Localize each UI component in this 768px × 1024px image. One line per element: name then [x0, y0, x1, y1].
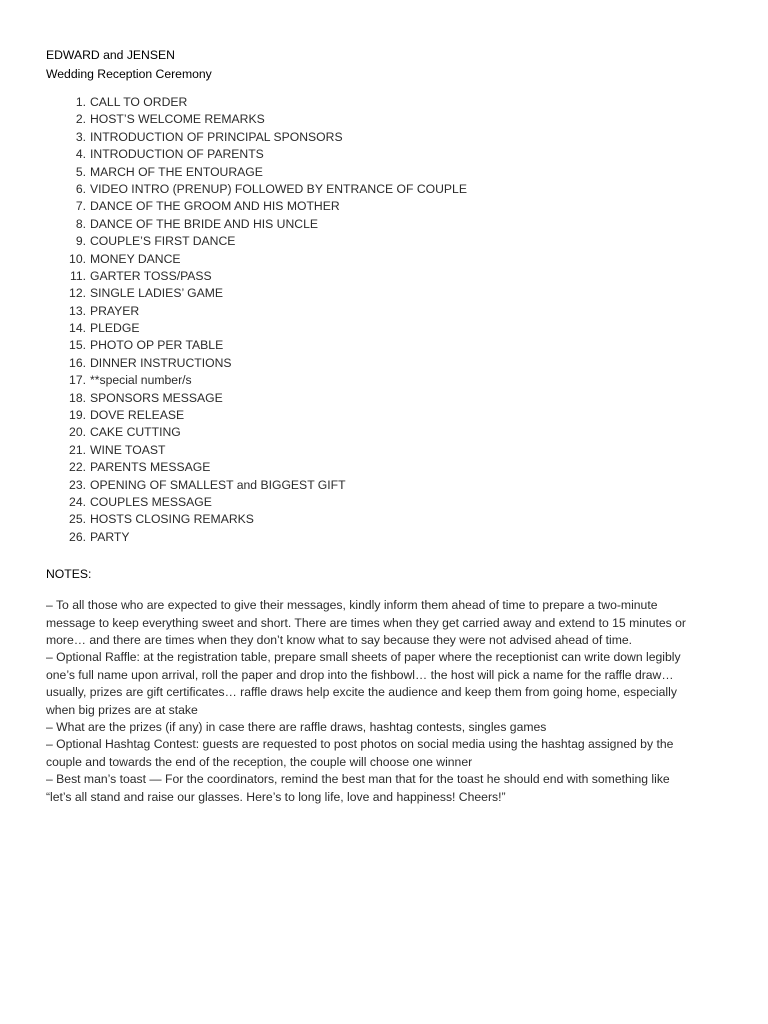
agenda-item-text: SPONSORS MESSAGE: [90, 390, 223, 405]
agenda-item: [46, 424, 726, 441]
agenda-item: [46, 285, 726, 302]
note-line: – Optional Hashtag Contest: guests are requested to post photos on social media using the hashtag assigned by the: [46, 737, 674, 752]
agenda-item-text: PHOTO OP PER TABLE: [90, 338, 224, 353]
agenda-item-number: 7.: [75, 199, 86, 214]
agenda-item-text: OPENING OF SMALLEST and BIGGEST GIFT: [90, 477, 346, 492]
agenda-item-text: MARCH OF THE ENTOURAGE: [90, 164, 263, 179]
agenda-item: [46, 459, 726, 476]
agenda-item: [46, 320, 726, 337]
document-subtitle: Wedding Reception Ceremony: [46, 67, 212, 81]
agenda-item-text: COUPLES MESSAGE: [90, 494, 212, 509]
agenda-item: [46, 129, 726, 146]
agenda-item-number: 12.: [69, 286, 86, 301]
agenda-item-number: 4.: [75, 147, 86, 162]
agenda-item-number: 25.: [69, 512, 86, 527]
agenda-item: [46, 529, 726, 546]
agenda-item-number: 2.: [75, 112, 86, 127]
agenda-item-number: 15.: [69, 338, 86, 353]
agenda-item-number: 24.: [69, 494, 86, 509]
agenda-item: [46, 233, 726, 250]
agenda-item: [46, 146, 726, 163]
agenda-item-text: MONEY DANCE: [90, 251, 181, 266]
agenda-item-number: 23.: [69, 477, 86, 492]
agenda-item-number: 21.: [69, 442, 86, 457]
note-line: when big prizes are at stake: [46, 702, 198, 717]
agenda-item-text: DOVE RELEASE: [90, 408, 185, 423]
agenda-item: [46, 268, 726, 285]
agenda-item-text: PARENTS MESSAGE: [90, 460, 211, 475]
agenda-item-number: 6.: [75, 181, 86, 196]
agenda-item-number: 9.: [75, 234, 86, 249]
agenda-item-number: 10.: [69, 251, 86, 266]
document-title: EDWARD and JENSEN: [46, 48, 175, 62]
agenda-item: [46, 303, 726, 320]
agenda-item: [46, 477, 726, 494]
agenda-item-text: PLEDGE: [90, 321, 140, 336]
agenda-item-number: 17.: [69, 373, 86, 388]
agenda-item-number: 20.: [69, 425, 86, 440]
note-line: couple and towards the end of the reception, the couple will choose one winner: [46, 754, 473, 769]
agenda-item-number: 3.: [75, 129, 86, 144]
agenda-item: [46, 372, 726, 389]
agenda-item: [46, 355, 726, 372]
agenda-item-text: PRAYER: [90, 303, 140, 318]
agenda-item: [46, 111, 726, 128]
note-line: one’s full name upon arrival, roll the paper and drop into the fishbowl… the host will pick a name for the raffle draw…: [46, 667, 674, 682]
agenda-item-text: INTRODUCTION OF PARENTS: [90, 147, 264, 162]
agenda-item: [46, 94, 726, 111]
agenda-item: [46, 181, 726, 198]
note-line: – Optional Raffle: at the registration table, prepare small sheets of paper where the receptionist can write down legibly: [46, 650, 681, 665]
agenda-list: [46, 94, 726, 546]
agenda-item-number: 19.: [69, 408, 86, 423]
note-line: message to keep everything sweet and short. There are times when they get carried away and extend to 15 minutes or: [46, 615, 686, 630]
agenda-item-text: HOST’S WELCOME REMARKS: [90, 112, 265, 127]
agenda-item-text: GARTER TOSS/PASS: [90, 268, 212, 283]
agenda-item: [46, 164, 726, 181]
agenda-item-number: 13.: [69, 303, 86, 318]
agenda-item-text: **special number/s: [90, 373, 192, 388]
agenda-item-number: 16.: [69, 355, 86, 370]
agenda-item-text: WINE TOAST: [90, 442, 166, 457]
agenda-item-number: 1.: [75, 95, 86, 109]
agenda-item: [46, 407, 726, 424]
agenda-item-number: 18.: [69, 390, 86, 405]
agenda-item-number: 26.: [69, 529, 86, 544]
agenda-item: [46, 511, 726, 528]
agenda-item-number: 11.: [69, 268, 86, 283]
agenda-item-number: 8.: [75, 216, 86, 231]
agenda-item-text: DANCE OF THE GROOM AND HIS MOTHER: [90, 199, 340, 214]
agenda-item-number: 14.: [69, 321, 86, 336]
notes-body: [46, 597, 721, 806]
agenda-item-number: 5.: [75, 164, 86, 179]
agenda-item: [46, 216, 726, 233]
agenda-item-text: CALL TO ORDER: [90, 95, 188, 109]
agenda-item-text: VIDEO INTRO (PRENUP) FOLLOWED BY ENTRANCE OF COUPLE: [90, 181, 467, 196]
agenda-item-text: CAKE CUTTING: [90, 425, 181, 440]
note-line: – Best man’s toast — For the coordinators, remind the best man that for the toast he should end with something like: [46, 772, 670, 787]
document-page: [46, 46, 726, 806]
notes-heading: NOTES:: [46, 567, 92, 582]
agenda-item-text: HOSTS CLOSING REMARKS: [90, 512, 254, 527]
agenda-item-text: SINGLE LADIES’ GAME: [90, 286, 223, 301]
note-line: “let’s all stand and raise our glasses. Here’s to long life, love and happiness! Cheers!”: [46, 789, 506, 804]
agenda-item-number: 22.: [69, 460, 86, 475]
agenda-item: [46, 337, 726, 354]
note-line: usually, prizes are gift certificates… raffle draws help excite the audience and keep them from going home, especially: [46, 685, 677, 700]
agenda-item: [46, 442, 726, 459]
agenda-item: [46, 198, 726, 215]
agenda-item-text: PARTY: [90, 529, 130, 544]
agenda-item: [46, 494, 726, 511]
note-line: – To all those who are expected to give their messages, kindly inform them ahead of time to prepare a two-minute: [46, 598, 658, 613]
agenda-item-text: DANCE OF THE BRIDE AND HIS UNCLE: [90, 216, 318, 231]
note-line: – What are the prizes (if any) in case there are raffle draws, hashtag contests, singles games: [46, 720, 547, 734]
agenda-item: [46, 390, 726, 407]
note-line: more… and there are times when they don’t know what to say because they were not advised ahead of time.: [46, 632, 633, 647]
agenda-item-text: INTRODUCTION OF PRINCIPAL SPONSORS: [90, 129, 343, 144]
agenda-item: [46, 251, 726, 268]
agenda-item-text: DINNER INSTRUCTIONS: [90, 355, 232, 370]
agenda-item-text: COUPLE’S FIRST DANCE: [90, 234, 236, 249]
